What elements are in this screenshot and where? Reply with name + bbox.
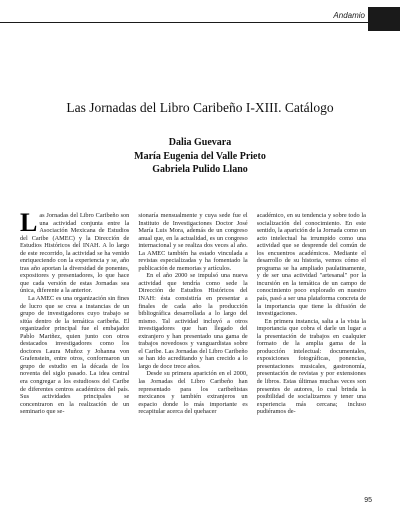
author-list xyxy=(0,136,400,177)
header-rule xyxy=(0,22,368,23)
text-column-2 xyxy=(138,212,247,492)
section-tab-marker xyxy=(368,7,400,31)
paragraph: En el año 2000 se impulsó una nueva actividad que tendría como sede la Dirección de Estudios Históricos del INAH: ésta consistiría en presentar a finales de cada año la producción bibliográfica desarrollada a lo largo del mismo. Tal actividad incluyó a otros investigadores que han llegado del extranjero y han presentado una gama de trabajos novedosos y vanguardistas sobre el Caribe. Las Jornadas del Libro Caribeño se han ido acreditando y han crecido a lo largo de doce trece años. xyxy=(138,272,248,370)
author-name: Gabriela Pulido Llano xyxy=(152,164,248,175)
drop-cap: L xyxy=(20,212,38,237)
paragraph: Desde su primera aparición en el 2000, las Jornadas del Libro Caribeño han representado para los caribeñistas mexicanos y también extranjeros un espacio donde lo más importante es recapitular acerca del quehacer xyxy=(138,370,248,416)
paragraph: sionaría mensualmente y cuya sede fue el Instituto de Investigaciones Doctor José María Luis Mora, además de un congreso anual que, en la actualidad, es un congreso internacional y se realiza dos veces al año. La AMEC también ha estado vinculada a revistas especializadas y ha fomentado la publicación de memorias y artículos. xyxy=(138,212,248,272)
page-number: 95 xyxy=(364,497,372,504)
text-column-1 xyxy=(20,212,129,492)
paragraph: La AMEC es una organización sin fines de lucro que se crea a instancias de un grupo de investigadores cuyo trabajo se sitúa dentro de la temática caribeña. El organizador principal fue el embajador Pablo Mariñez, quien junto con otros destacados investigadores como los doctores Laura Muñoz y Johanna von Grafenstein, entre otros, conformaron un grupo de estudio en la década de los noventa del siglo pasado. La idea central era congregar a los estudiosos del Caribe de diferentes centros académicos del país. Sus actividades principales se concentraron en la realización de un seminario que se- xyxy=(20,295,130,416)
text-column-3 xyxy=(257,212,366,492)
author-name: María Eugenia del Valle Prieto xyxy=(134,150,266,162)
author-name: Dalia Guevara xyxy=(168,137,232,148)
paragraph xyxy=(20,212,129,295)
article-title: Las Jornadas del Libro Caribeño I-XIII. Catálogo xyxy=(66,100,334,115)
section-label: Andamio xyxy=(333,11,365,20)
paragraph: En primera instancia, salta a la vista la importancia que cobra el darle un lugar a la presentación de trabajos en cualquier formato de la amplia gama de la producción intelectual: documentales, exposiciones fotográficas, ponencias, presentaciones musicales, gastronomía, presentación de revistas y por extensiones de libros. Estas últimas muchas veces son presentes de autores, lo cual brinda la posibilidad de socializarnos y tener una experiencia más cercana; incluso pudiéramos de- xyxy=(256,317,366,416)
article-body xyxy=(20,212,366,492)
paragraph-text: as Jornadas del Libro Caribeño son una actividad conjunta entre la Asociación Mexicana de Estudios del Caribe (AMEC) y la Dirección de Estudios Históricos del INAH. A lo largo de este recorrido, la actividad se ha venido enriqueciendo con la experiencia y se, año tras año aportan la diversidad de ponentes, expositores y presentadores, lo que hace que cada versión de estas Jornadas sea única, diferente a la anterior. xyxy=(20,212,130,295)
paragraph: académico, en su tendencia y sobre todo la socialización del conocimiento. En este sentido, la aparición de la Jornada como un acto intelectual ha irrumpido como una actividad que se desprende del común de los encuentros académicos. Mediante el desarrollo de su historia, vemos cómo el programa se ha ampliado paulatinamente, y de ser una actividad "artesanal" por la incursión en la temática de un campo de conocimiento poco explorado en nuestro país, pasó a ser una plataforma concreta de la importancia que tiene la difusión de investigaciones. xyxy=(256,212,366,318)
